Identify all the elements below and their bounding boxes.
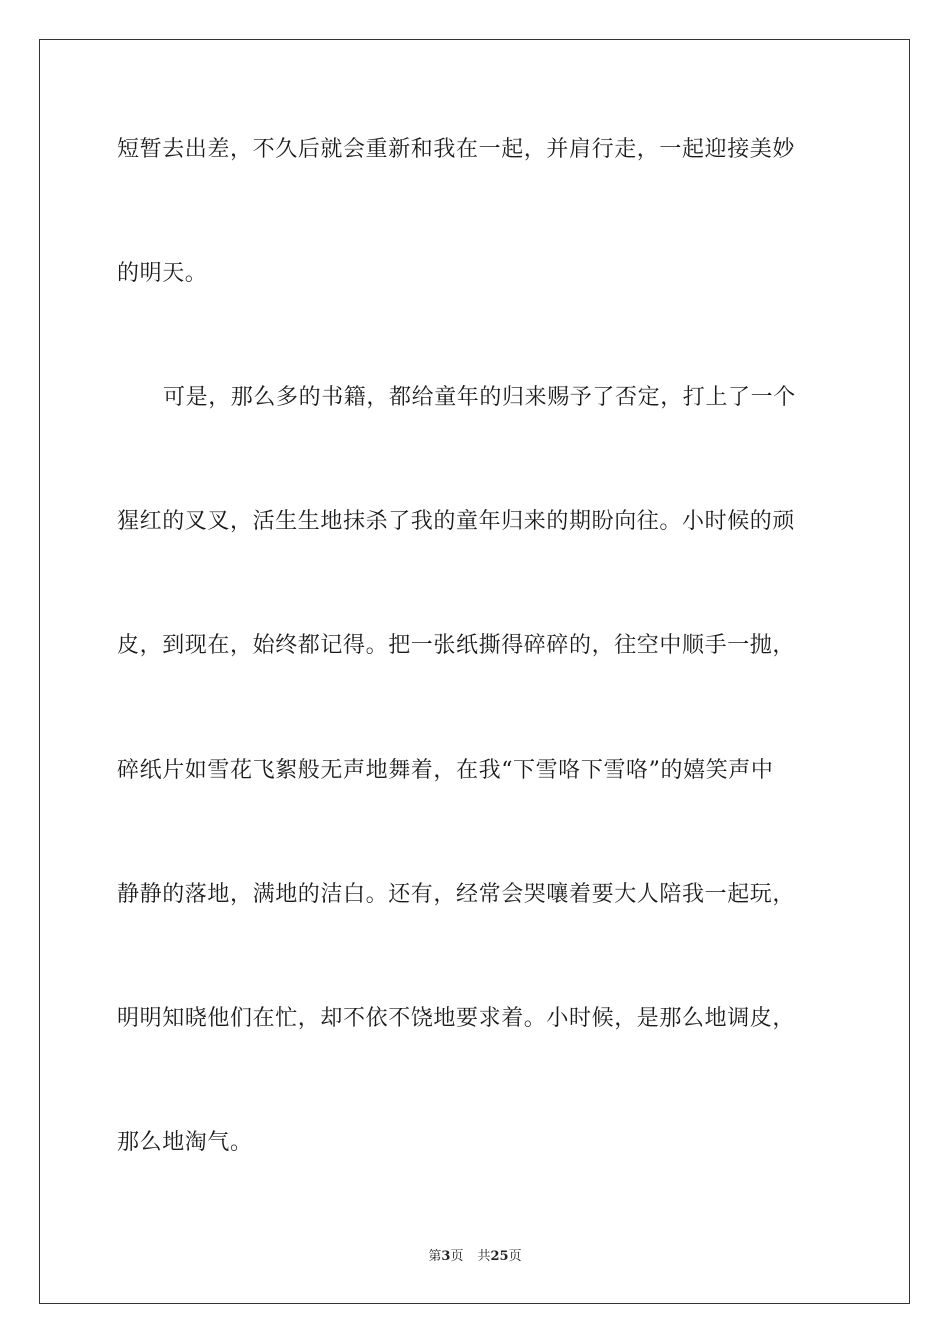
text-line-5: 皮，到现在，始终都记得。把一张纸撕得碎碎的，往空中顺手一抛， [117,633,796,658]
page-number: 3 [441,1249,451,1264]
page-footer [0,1249,950,1265]
text-line-4: 猩红的叉叉，活生生地抹杀了我的童年归来的期盼向往。小时候的顽 [117,509,796,534]
page-prefix: 第 [428,1249,442,1264]
text-line-7: 静静的落地，满地的洁白。还有，经常会哭嚷着要大人陪我一起玩， [117,882,796,907]
page-border [39,39,910,1304]
text-line-3: 可是，那么多的书籍，都给童年的归来赐予了否定，打上了一个 [163,385,796,410]
text-line-9: 那么地淘气。 [117,1130,253,1155]
text-line-6: 碎纸片如雪花飞絮般无声地舞着，在我“下雪咯下雪咯”的嬉笑声中 [117,758,774,783]
text-line-1: 短暂去出差，不久后就会重新和我在一起，并肩行走，一起迎接美妙 [117,137,796,162]
total-suffix: 页 [508,1249,522,1264]
total-pages: 25 [490,1249,509,1264]
text-line-8: 明明知晓他们在忙，却不依不饶地要求着。小时候，是那么地调皮， [117,1006,796,1031]
text-line-2: 的明天。 [117,261,208,286]
total-prefix: 共 [477,1249,491,1264]
page-suffix: 页 [450,1249,464,1264]
